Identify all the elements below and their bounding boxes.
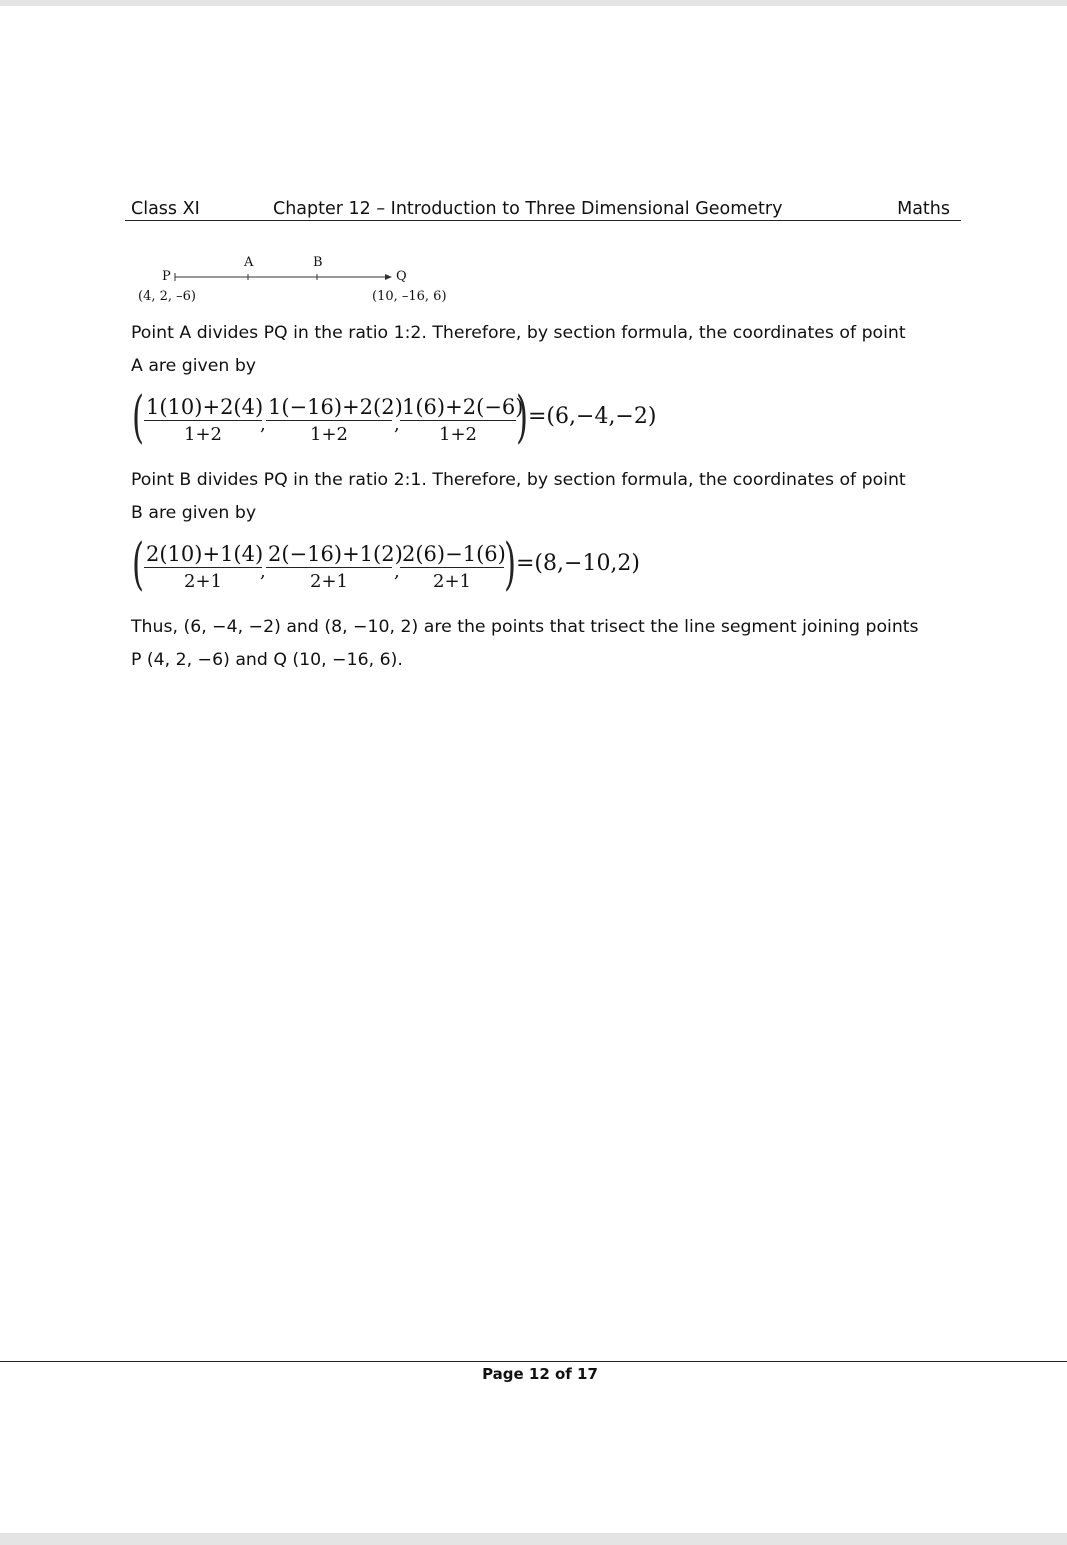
- line-segment-diagram: [130, 254, 470, 310]
- fraction-y: [266, 541, 403, 596]
- numerator: 1(10)+2(4): [146, 395, 264, 419]
- comma: ,: [260, 561, 266, 582]
- denominator: 2+1: [310, 571, 348, 592]
- header-class: Class XI: [131, 199, 200, 219]
- left-paren: (: [132, 532, 145, 597]
- numerator: 1(−16)+2(2): [268, 395, 403, 419]
- paragraph-point-a: Point A divides PQ in the ratio 1:2. Therefore, by section formula, the coordinates of point A are given by: [131, 323, 906, 376]
- denominator: 2+1: [433, 571, 471, 592]
- numerator: 2(−16)+1(2): [268, 542, 403, 566]
- point-q-coords: (10, –16, 6): [372, 289, 447, 304]
- fraction-y: [266, 394, 403, 449]
- numerator: 2(6)−1(6): [402, 542, 506, 566]
- top-border: [0, 0, 1067, 6]
- bottom-border: [0, 1533, 1067, 1545]
- header-subject: Maths: [897, 199, 950, 219]
- fraction-z: [400, 541, 504, 596]
- point-b-label: B: [313, 255, 323, 270]
- point-p-label: P: [162, 269, 171, 284]
- page-number: Page 12 of 17: [482, 1365, 598, 1383]
- equation-point-a: [132, 385, 692, 450]
- denominator: 1+2: [439, 424, 477, 445]
- left-paren: (: [132, 385, 145, 450]
- denominator: 2+1: [184, 571, 222, 592]
- header-chapter: Chapter 12 – Introduction to Three Dimensional Geometry: [273, 199, 783, 219]
- point-a-label: A: [244, 255, 254, 270]
- fraction-z: [400, 394, 524, 449]
- right-paren: ): [504, 532, 517, 597]
- right-paren: ): [516, 385, 529, 450]
- numerator: 2(10)+1(4): [146, 542, 264, 566]
- fraction-x: [144, 394, 262, 449]
- numerator: 1(6)+2(−6): [402, 395, 524, 419]
- paragraph-point-b: Point B divides PQ in the ratio 2:1. Therefore, by section formula, the coordinates of point B are given by: [131, 470, 906, 523]
- page-header: [125, 198, 961, 221]
- fraction-x: [144, 541, 262, 596]
- comma: ,: [260, 414, 266, 435]
- point-p-coords: (4, 2, –6): [138, 289, 196, 304]
- paragraph-conclusion: Thus, (6, −4, −2) and (8, −10, 2) are the points that trisect the line segment joining points P (4, 2, −6) and Q (10, −16, 6).: [131, 617, 919, 670]
- denominator: 1+2: [184, 424, 222, 445]
- comma: ,: [394, 561, 400, 582]
- denominator: 1+2: [310, 424, 348, 445]
- footer-divider: [0, 1361, 1067, 1362]
- equation-point-b: [132, 532, 692, 597]
- equation-result: =(6,−4,−2): [528, 404, 657, 429]
- point-q-label: Q: [396, 269, 407, 284]
- comma: ,: [394, 414, 400, 435]
- equation-result: =(8,−10,2): [516, 551, 641, 576]
